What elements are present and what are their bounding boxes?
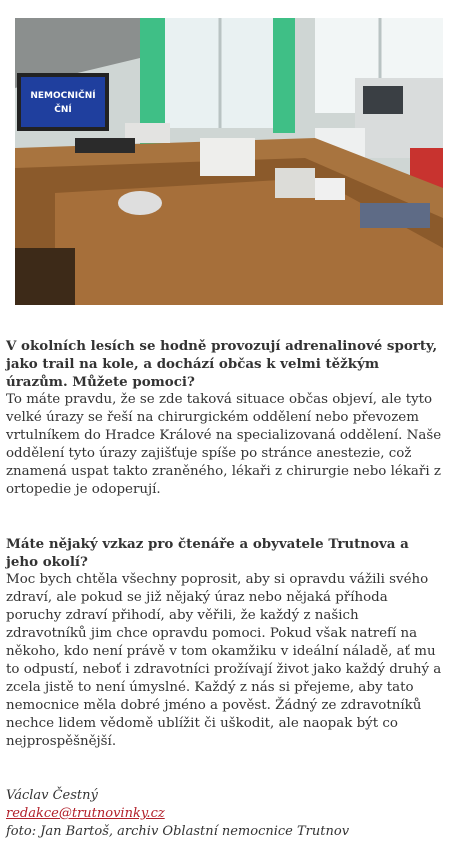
question-1: V okolních lesích se hodně provozují adrenalinové sporty, jako trail na kole, a dochází občas k velmi těžkým úrazům. Můžete pomoci? — [6, 338, 438, 390]
article-body — [6, 337, 442, 841]
hospital-desk-illustration — [15, 18, 443, 305]
question-2: Máte nějaký vzkaz pro čtenáře a obyvatele Trutnova a jeho okolí? — [6, 536, 409, 570]
monitor-screen-text-1: NEMOCNIČNÍ — [30, 91, 96, 101]
monitor-screen-text-2: ČNÍ — [54, 105, 72, 115]
author-email-link[interactable]: redakce@trutnovinky.cz — [6, 806, 165, 821]
photo-credit: foto: Jan Bartoš, archiv Oblastní nemocnice Trutnov — [6, 824, 350, 839]
article-photo — [15, 18, 443, 305]
answer-1: To máte pravdu, že se zde taková situace občas objeví, ale tyto velké úrazy se řeší na chirurgickém oddělení nebo převozem vrtulníkem do Hradce Králové na specializovaná oddělení. Naše oddělení tyto úrazy zajišťuje spíše po stránce anestezie, což znamená uspat takto zraněného, lékaři z chirurgie nebo lékaři z ortopedie je odoperují. — [6, 392, 442, 497]
answer-2: Moc bych chtěla všechny poprosit, aby si opravdu vážili svého zdraví, ale pokud se již nějaký úraz nebo nějaká příhoda poruchy zdraví přihodí, aby věřili, že každý z našich zdravotníků jim chce opravdu pomoci. Pokud však natrefí na někoho, kdo není právě v tom okamžiku v ideální náladě, ať mu to odpustí, neboť i zdravotníci prožívají život jako každý druhý a zcela jistě to není úmyslné. Každý z nás si přejeme, aby tato nemocnice měla dobré jméno a pověst. Žádný ze zdravotníků nechce lidem vědomě ublížit či uškodit, ale naopak být co nejprospěšnější. — [6, 572, 442, 749]
author-name: Václav Čestný — [6, 788, 98, 803]
signature — [6, 787, 442, 841]
